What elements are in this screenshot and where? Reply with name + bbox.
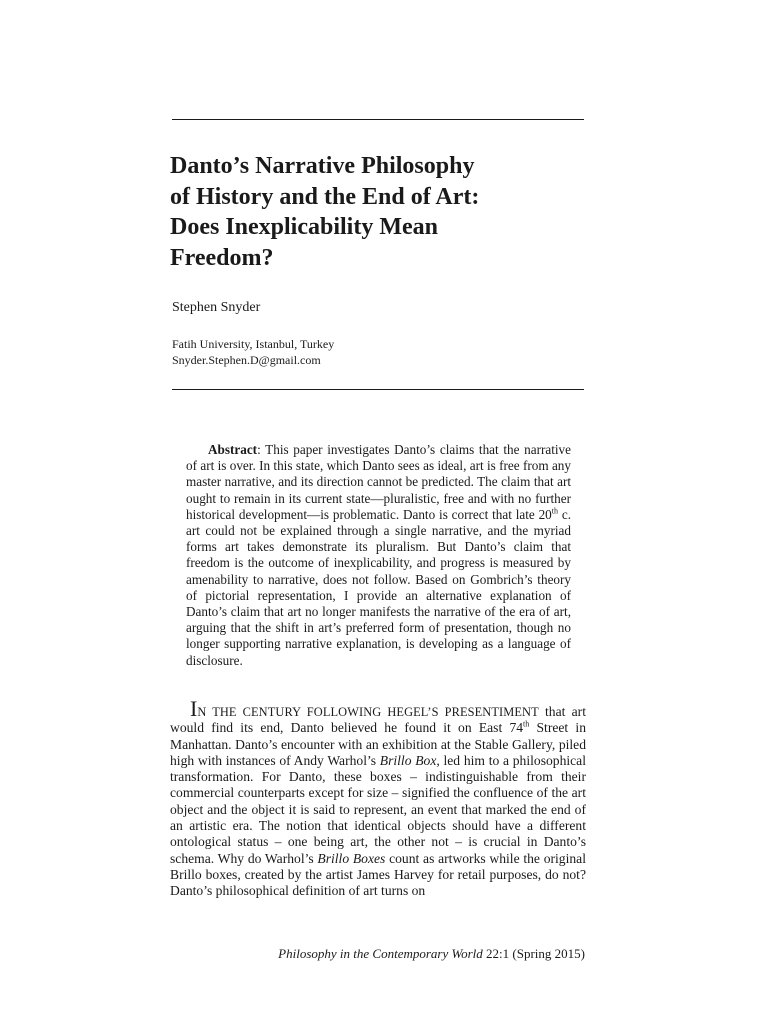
artwork-title: Brillo Boxes xyxy=(317,850,386,866)
body-text: led him to a philosophical transformation. For Danto, these boxes – indistinguishable from their commercial counterparts except for size – signified the confluence of the art object and the object it is said to represent, an event that marked the end of an artistic era. The notion that identical objects should have a different ontological status – one being art, the other not – is crucial in Danto’s schema. Why do Warhol’s xyxy=(170,752,586,866)
title-line: Danto’s Narrative Philosophy xyxy=(170,153,475,179)
artwork-title: Brillo Box, xyxy=(379,752,440,768)
abstract-paragraph xyxy=(186,442,571,669)
title-line: Freedom? xyxy=(170,244,274,271)
body-text: count as artworks while the original Brillo boxes, created by the artist James Harvey for retail purposes, do not? Danto’s philosophical definition of art turns on xyxy=(170,850,586,899)
ordinal-suffix: th xyxy=(523,719,530,729)
title-line: Does Inexplicability Mean xyxy=(170,214,438,240)
author-affiliation-block xyxy=(172,336,334,368)
abstract-label: Abstract xyxy=(208,442,258,457)
divider-rule xyxy=(172,389,584,390)
ordinal-suffix: th xyxy=(551,506,558,516)
article-title xyxy=(170,151,590,273)
affiliation: Fatih University, Istanbul, Turkey xyxy=(172,337,335,351)
abstract-text: : This paper investigates Danto’s claims that the narrative of art is over. In this state, which Danto sees as ideal, art is free from any master narrative, and its direction cannot be predicted. The claim that art ought to remain in its current state—pluralistic, free and with no further historical development—is problematic. Danto is correct that late 20 xyxy=(186,442,571,522)
body-paragraph xyxy=(170,696,586,900)
drop-cap: I xyxy=(190,696,198,721)
body-text: that art would find its end, Danto believed he found it on East 74 xyxy=(170,704,586,736)
title-line: of History and the End of Art: xyxy=(170,183,480,210)
top-rule xyxy=(172,119,584,120)
body-text: Street in Manhattan. Danto’s encounter with an exhibition at the Stable Gallery, piled high with instances of Andy Warhol’s xyxy=(170,720,586,768)
small-caps-lead: N THE CENTURY FOLLOWING HEGEL’S PRESENTIMENT xyxy=(197,705,539,719)
abstract-text-cont: c. art could not be explained through a single narrative, and the myriad forms art takes demonstrate its pluralism. But Danto’s claim that freedom is the outcome of inexplicability, and progress is measured by amenability to narrative, does not follow. Based on Gombrich’s theory of pictorial representation, I provide an alternative explanation of Danto’s claim that art no longer manifests the narrative of the era of art, arguing that the shift in art’s preferred form of presentation, though no longer supporting narrative explanation, is developing as a language of disclosure. xyxy=(186,506,571,668)
journal-issue: 22:1 (Spring 2015) xyxy=(482,946,585,961)
author-name: Stephen Snyder xyxy=(172,300,261,315)
email-link[interactable]: Snyder.Stephen.D@gmail.com xyxy=(172,353,321,367)
journal-name: Philosophy in the Contemporary World xyxy=(278,946,483,961)
journal-footer xyxy=(278,946,585,962)
